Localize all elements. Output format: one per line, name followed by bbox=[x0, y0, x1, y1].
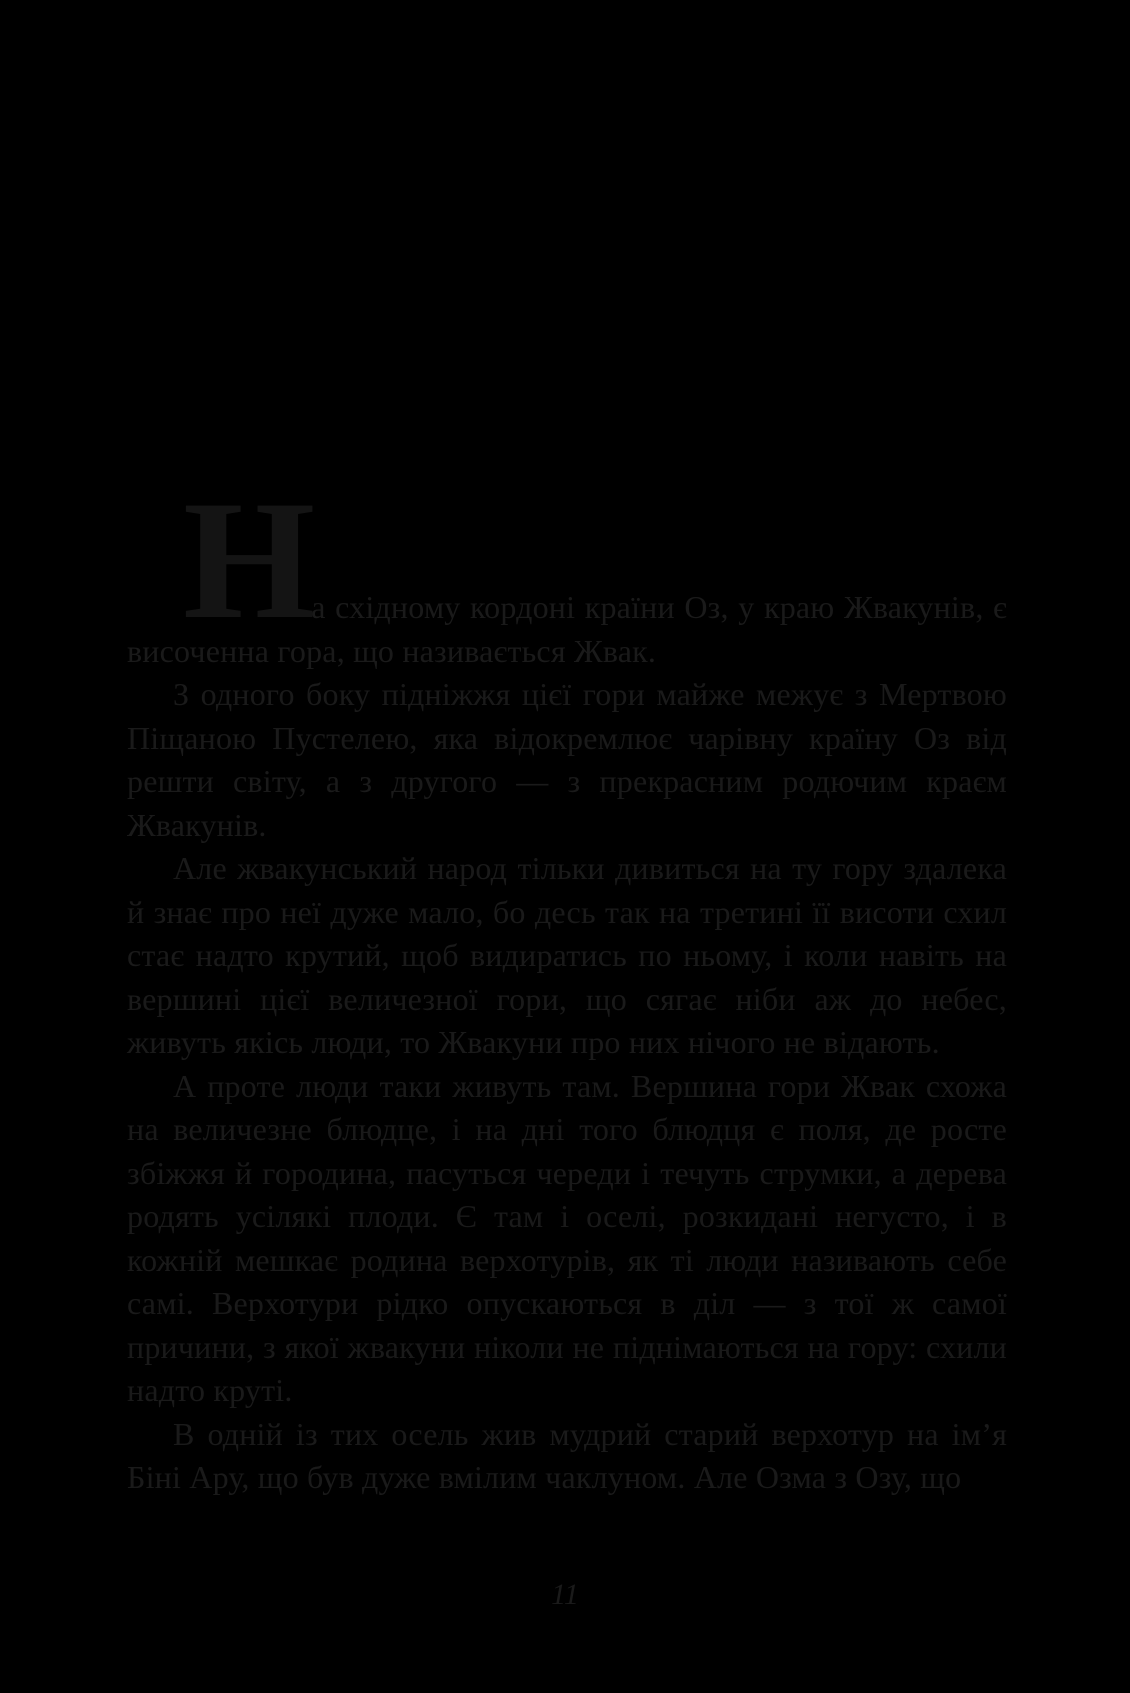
drop-cap: Н bbox=[183, 466, 310, 654]
paragraph-1 bbox=[127, 466, 1007, 673]
paragraph-2: З одного боку підніжжя цієї гори майже межує з Мертвою Піщаною Пустелею, яка відокремлює чарівну країну Оз від решти світу, а з другого — з прекрасним родючим краєм Жвакунів. bbox=[127, 676, 1007, 843]
paragraph-4: А проте люди таки живуть там. Вершина гори Жвак схожа на величезне блюдце, і на дні того блюдця є поля, де росте збіжжя й городина, пасуться череди і течуть струмки, а дерева родять усілякі плоди. Є там і оселі, розкидані негусто, і в кожній мешкає родина верхотурів, як ті люди називають себе самі. Верхотури рідко опускаються в діл — з тої ж самої причини, з якої жвакуни ніколи не піднімаються на гору: схили надто круті. bbox=[127, 1067, 1007, 1408]
page-body bbox=[127, 466, 1007, 1500]
paragraph-5: В одній із тих осель жив мудрий старий верхотур на ім’я Біні Ару, що був дуже вмілим чаклуном. Але Озма з Озу, що bbox=[127, 1415, 1007, 1495]
page-number: 11 bbox=[551, 1578, 579, 1611]
paragraph-1-text: а східному кордоні країни Оз, у краю Жвакунів, є височенна гора, що називається Жвак. bbox=[127, 589, 1007, 669]
paragraph-3: Але жвакунський народ тільки дивиться на ту гору здалека й знає про неї дуже мало, бо десь так на третині її висоти схил стає надто крутий, щоб видиратись по ньому, і коли навіть на вершині цієї величезної гори, що сягає ніби аж до небес, живуть якісь люди, то Жвакуни про них нічого не відають. bbox=[127, 850, 1007, 1060]
